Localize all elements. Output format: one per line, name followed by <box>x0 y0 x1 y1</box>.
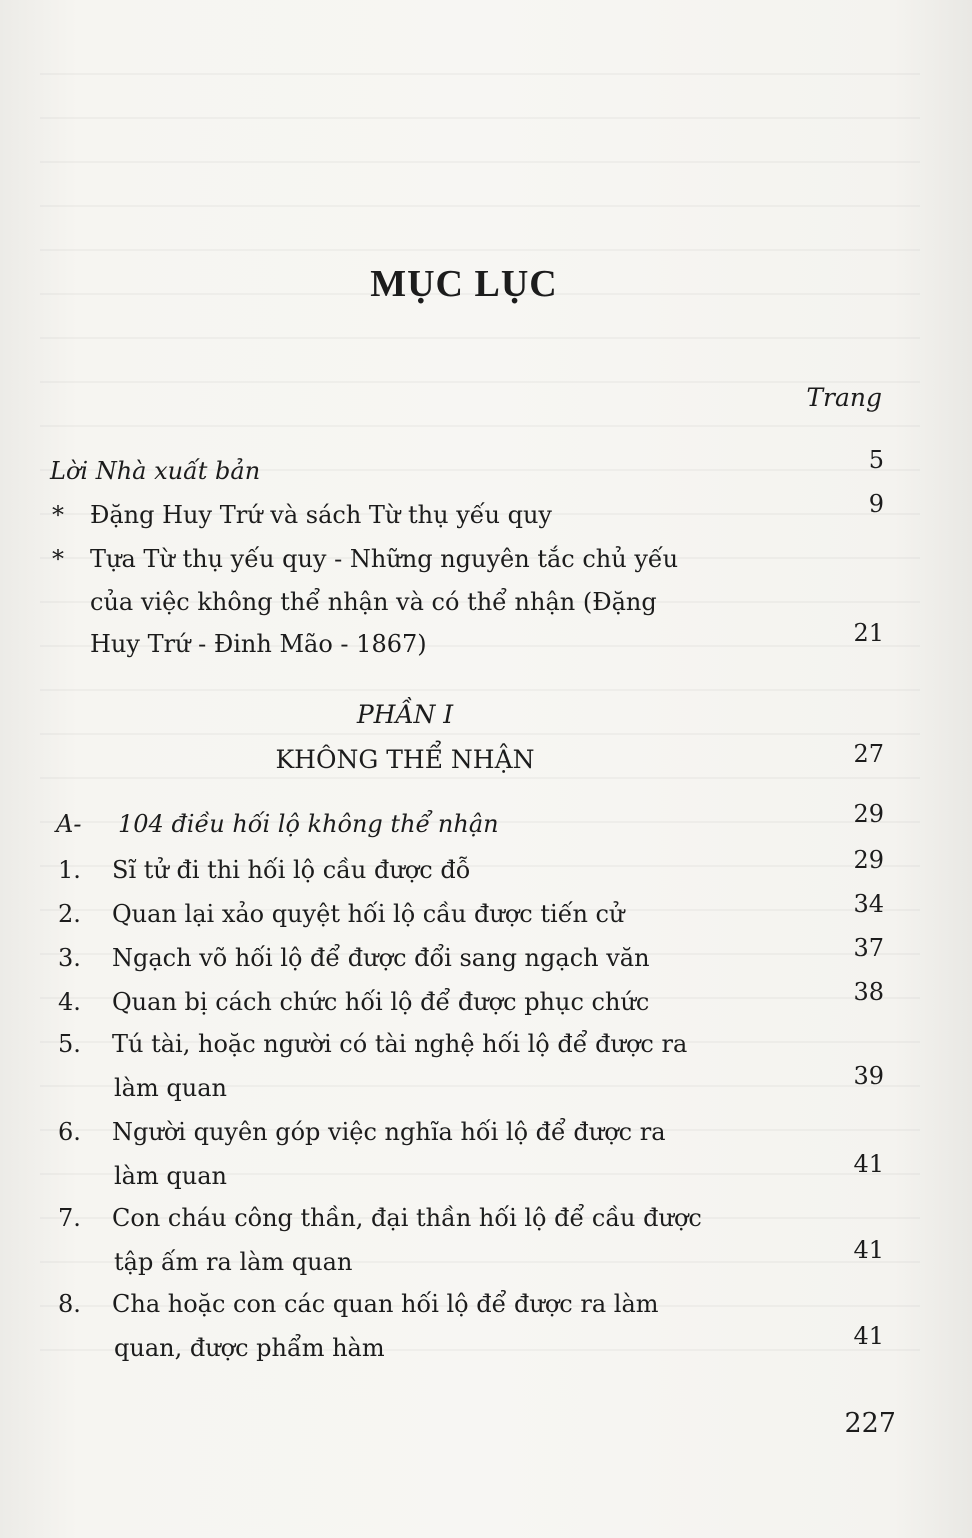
toc-item-page: 29 <box>853 846 884 874</box>
toc-item-line1[interactable]: Tú tài, hoặc người có tài nghệ hối lộ để được ra <box>112 1030 688 1058</box>
toc-item-line1[interactable]: Cha hoặc con các quan hối lộ để được ra làm <box>112 1290 659 1318</box>
toc-item-number: 7. <box>58 1204 81 1232</box>
toc-item-line1[interactable]: Quan bị cách chức hối lộ để được phục chức <box>112 988 650 1016</box>
toc-item-line2[interactable]: tập ấm ra làm quan <box>114 1248 353 1276</box>
toc-item-page: 41 <box>853 1322 884 1350</box>
toc-item-number: 6. <box>58 1118 81 1146</box>
toc-entry-publisher-note[interactable]: Lời Nhà xuất bản <box>50 457 261 485</box>
toc-entry-preface-line2[interactable]: của việc không thể nhận và có thể nhận (Đặng <box>90 588 657 616</box>
section-a-prefix: A- <box>56 810 82 838</box>
toc-entry-section-a[interactable]: 104 điều hối lộ không thể nhận <box>118 810 499 838</box>
page-number: 227 <box>844 1408 896 1439</box>
toc-page-dang-huy-tru: 9 <box>868 490 884 518</box>
toc-item-page: 39 <box>853 1062 884 1090</box>
toc-item-number: 4. <box>58 988 81 1016</box>
part-title[interactable]: KHÔNG THỂ NHẬN <box>275 745 535 774</box>
toc-item-line1[interactable]: Sĩ tử đi thi hối lộ cầu được đỗ <box>112 856 471 884</box>
toc-page-preface: 21 <box>853 619 884 647</box>
toc-page-part-1: 27 <box>853 740 884 768</box>
toc-page-section-a: 29 <box>853 800 884 828</box>
page-title: MỤC LỤC <box>370 263 558 305</box>
toc-item-page: 41 <box>853 1150 884 1178</box>
toc-item-line1[interactable]: Người quyên góp việc nghĩa hối lộ để được ra <box>112 1118 666 1146</box>
toc-item-page: 37 <box>853 934 884 962</box>
toc-entry-dang-huy-tru[interactable]: Đặng Huy Trứ và sách Từ thụ yếu quy <box>90 501 552 529</box>
toc-item-number: 3. <box>58 944 81 972</box>
toc-item-line2[interactable]: làm quan <box>114 1162 227 1190</box>
toc-entry-preface-line1[interactable]: Tựa Từ thụ yếu quy - Những nguyên tắc chủ yếu <box>90 545 679 573</box>
bullet-star: * <box>52 501 64 529</box>
toc-item-number: 1. <box>58 856 81 884</box>
toc-item-page: 38 <box>853 978 884 1006</box>
toc-item-page: 41 <box>853 1236 884 1264</box>
toc-item-number: 5. <box>58 1030 81 1058</box>
toc-item-line2[interactable]: làm quan <box>114 1074 227 1102</box>
toc-item-line1[interactable]: Ngạch võ hối lộ để được đổi sang ngạch văn <box>112 944 650 972</box>
part-label: PHẦN I <box>356 700 454 729</box>
toc-item-line1[interactable]: Con cháu công thần, đại thần hối lộ để cầu được <box>112 1204 702 1232</box>
page-column-header: Trang <box>806 383 882 412</box>
toc-item-number: 2. <box>58 900 81 928</box>
toc-entry-preface-line3[interactable]: Huy Trứ - Đinh Mão - 1867) <box>90 630 427 658</box>
toc-item-page: 34 <box>853 890 884 918</box>
toc-item-number: 8. <box>58 1290 81 1318</box>
toc-item-line1[interactable]: Quan lại xảo quyệt hối lộ cầu được tiến cử <box>112 900 625 928</box>
toc-item-line2[interactable]: quan, được phẩm hàm <box>114 1334 385 1362</box>
toc-page-publisher-note: 5 <box>868 446 884 474</box>
bullet-star: * <box>52 545 64 573</box>
